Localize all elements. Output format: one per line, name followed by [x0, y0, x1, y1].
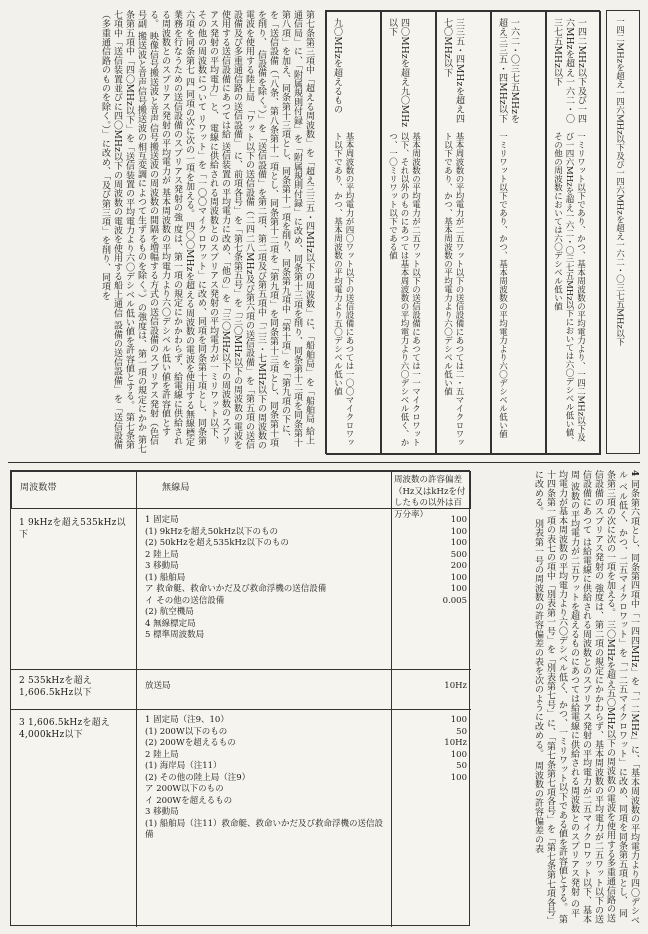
table-row [436, 11, 491, 455]
text-line: を「送信設備（「八条、第八条第十一項とし、同条第十二項を「第九項」を同条第十三項とし、同条第十項を削り、 [256, 10, 278, 448]
tolerance-cell: 200 [450, 561, 467, 571]
text-line: 設備の送信設備」を「送信設備（多重通信路のものを除く。）」に改め、「及び第三項」を削り、同項を [100, 10, 122, 450]
band-cell: 3 1,606.5kHzを超え4,000kHz以下 [19, 718, 110, 740]
tolerance-cell: 100 [450, 538, 467, 548]
tolerance-cell: 100 [450, 584, 467, 594]
list-item: (1) 海岸局（注11） [145, 761, 222, 771]
text-line: 第七条第五項中「四〇MHz以下」を「送信装置の平均電力より六〇デシベル低い値を許容値とする。 [124, 10, 146, 454]
text-line: 映像信号搬送波と音声信号搬送波の周波数の間隔を増幅する方式の送信設備のスプリアス発射（色信号副 [136, 10, 158, 446]
list-item: 3 移動局 [145, 807, 179, 817]
list-item: (2) その他の陸上局（注9） [145, 772, 251, 783]
list-item: イ 200Wを超えるもの [145, 795, 233, 806]
station-list [145, 681, 385, 693]
table-row [326, 11, 381, 455]
list-item: (2) 航空機局 [145, 607, 194, 617]
tolerance-cell: 100 [450, 772, 467, 783]
text-line: 四 同項の次に次の一項を加える。 [184, 77, 194, 219]
text-line: 信設備を除く。）」を「送信設備」を第二項、第二項及び第五項中「二三・七MHz以下の周波数の電波を使用する陸上局 [244, 10, 266, 450]
value-cell: 一ミリワット以下であり、かつ、基本周波数の平均電力より、一四二MHz以下及び一四六MHzを超え一六二・〇三七五MHz以下においては六〇デシベル低い値、その他の周波数においては六〇デシベル低い値 [552, 132, 586, 446]
tolerance-cell: 100 [450, 572, 467, 583]
tolerance-cell: 10Hz [444, 738, 467, 748]
text-line: 給上通信局」に、「附属規則付録」を「附属規則付録」に改め、同条第十三項を削り、同条第十二項を同条第十 [292, 10, 314, 448]
list-item: 3 移動局 [145, 561, 179, 571]
text-line: 基本周波数の平均電力より六〇デシベル低い値を許容値とする。 [148, 10, 170, 437]
band-cell: 2 535kHzを超え1,606.5kHz以下 [19, 676, 93, 698]
tolerance-cell: 500 [450, 549, 467, 560]
text-line: 搬送波と音声信号搬送波の相互変調によつて生ずるものを除く。）の強度は、第一項の規定にかか [136, 31, 146, 432]
text-line: 第七条第七項中「送信装置並びに四〇MHz以下の周波数の電波を使用する船上通信 [112, 10, 134, 450]
text-line: 第十四条第一項の表七の項中「別表第一号」を「別表第七号」に、「第七条第七項各号」を「第七条第七項各号」に改める。 [533, 470, 567, 926]
text-line: リワット」を「一〇〇マイクロワット」に改め、同項を同条第十項とし、同条第六項を同条第七 [184, 10, 206, 446]
tolerance-cell: 50 [456, 761, 467, 771]
text-line: 送信装置の平均電力に改め、「他の」を「三〇MHz以下の周波数のスプリアス発射の平均電力」と、 [208, 10, 230, 445]
frequency-tolerance-table [10, 470, 470, 926]
tolerance-cell: 10Hz [444, 681, 467, 691]
station-list [145, 515, 385, 642]
text-line: 強度は、第二項の規定にかかわらず、基本周波数の平均電力が二五ワット以下の送信設備にあつて [581, 470, 603, 924]
tolerance-list [399, 681, 467, 693]
text-line: 度は、第一項の規定にかかわらず、給電線に供給される周波数とのスプリアス発射の平均電力が [160, 10, 182, 446]
band-cell: 一四二MHz以下及び一四六MHzを超え一六二・〇三七五MHz以下 [552, 18, 586, 124]
section-divider [8, 462, 640, 463]
text-line: 四〇〇MHzを超える周波数の電波を使用する無線標定業務を行なうための送信設備のスプリアス発射の強 [172, 10, 194, 447]
text-line: の平均電力が基本周波数の平均電力より六〇デシベル低く、かつ、一ミリワット以下である値を許容値とする。 [557, 470, 579, 918]
band-cell: 一六二・〇三七五MHzを超え三三五・四MHz以下 [497, 18, 519, 124]
table-row [11, 509, 471, 670]
list-item: 放送局 [145, 681, 171, 691]
value-cell: 基本周波数の平均電力が四〇ワット以下の送信設備にあつては一〇〇マイクロワット以下であり、かつ、基本周波数の平均電力より五〇デシベル低い値 [332, 132, 354, 447]
top-left-text [10, 10, 315, 454]
text-line: 第八項」を加え、同条第十三項とし、同条第十一項を削り、同条第九項中「第十項」を「第九項の下に、 [280, 10, 290, 443]
text-line: 同条第六項とし、同条第四項中「一四四MHz」を「一二MHz」に、「基本周波数の平均電力より四〇デシベル [617, 470, 639, 925]
band-cell: 九〇MHzを超えるもの [332, 18, 342, 115]
band-cell: 三三五・四MHzを超え四七〇MHz以下 [442, 18, 464, 124]
tolerance-cell: 100 [450, 715, 467, 725]
list-item: (1) 9kHzを超え50kHz以下のもの [145, 526, 279, 537]
bottom-right-text [478, 470, 640, 926]
band-cell: 1 9kHzを超え535kHz以下 [19, 518, 126, 540]
list-item: イ その他の送信設備 [145, 595, 225, 606]
list-item: (2) 50kHzを超え535kHz以下のもの [145, 538, 289, 548]
text-line: 「ワット以下の送信設備（二四二八MHz及び第六項の送信設備」を「第五項の送信設備及び多重通信路の送信設備」 [232, 10, 254, 450]
list-item: (2) 200Wを超えるもの [145, 738, 236, 748]
header-band: 周波数帯 [20, 483, 57, 493]
table-row [11, 669, 471, 710]
tolerance-cell: 100 [450, 515, 467, 525]
text-line: 三〇MHzを超え五〇MHz以下の周波数の電波を使用する多重通信路の送信設備のスプリアス発射の [593, 470, 615, 923]
table-row [381, 11, 436, 455]
list-item: (1) 船舶局（注11）救命艇、救命いかだ及び救命浮機の送信設備 [145, 818, 384, 840]
text-line: ベル低く、かつ、二五マイクロワット」を「一二五マイクロワット」に改め、同項を同条第五項とし、 [617, 482, 627, 906]
text-line: は給電線に供給される周波数とのスプリアス発射の平均電力が二五マイクロワット以下、基本周 [569, 470, 591, 924]
list-item: (1) 船舶局 [145, 572, 186, 583]
tolerance-list [399, 715, 467, 784]
header-tolerance: 周波数の許容偏差（Hz又はkHzを付したもの以外は百万分率） [394, 475, 466, 520]
list-item: 1 固定局（注9、10） [145, 715, 229, 725]
text-line: 同条第三項の次に次の一項を加える。 [605, 470, 627, 918]
top-right-box [606, 10, 640, 454]
station-list [145, 715, 385, 842]
top-spurious-table [325, 10, 600, 454]
value-cell: 基本周波数の平均電力が二五ワット以下の送信設備にあつては二・五マイクロワット以下であり、かつ、基本周波数の平均電力より六〇デシベル低い値 [442, 132, 464, 447]
section-number: 4 [629, 470, 639, 477]
tolerance-list [399, 515, 467, 607]
list-item: 2 陸上局 [145, 749, 179, 760]
header-station: 無線局 [162, 483, 190, 493]
table-row [491, 11, 546, 455]
band-cell: 四〇MHzを超え九〇MHz以下 [387, 18, 409, 128]
list-item: 2 陸上局 [145, 549, 179, 560]
tolerance-cell: 50 [456, 726, 467, 737]
table-row [546, 11, 601, 455]
list-item: ア 200W以下のもの [145, 784, 224, 794]
tolerance-cell: 100 [450, 749, 467, 760]
list-item: (1) 200W以下のもの [145, 726, 228, 737]
text-line: 電線に供給される周波数とのスプリアス発射の平均電力が一ミリワット以下、その他の周波数について [196, 10, 218, 446]
list-item: 1 固定局 [145, 515, 179, 525]
tolerance-cell: 0.005 [442, 595, 467, 606]
list-item: ア 救命艇、救命いかだ及び救命浮機の送信設備 [145, 584, 327, 594]
list-item: 5 標準周波数局 [145, 630, 205, 640]
text-line: 別表第一号の周波数の許容偏差の表を次のように改める。 [533, 519, 543, 759]
tolerance-cell: 100 [450, 526, 467, 537]
right-box-text: 一四二MHzを超え一四六MHz以下及び一四六MHzを超え一六二・〇三七五MHz以下 [614, 17, 625, 346]
text-line: に、前項各号」を「第七条第五号」を「三〇MHz以下の周波数の電波を使用する送信設備にあつては給 [220, 10, 242, 450]
table-row [11, 709, 471, 927]
value-cell: 基本周波数の平均電力が二五ワット以下の送信設備にあつては一一マイクロワット以下、それ以外のものにあつては基本周波数の平均電力より六〇デシベル低く、かつ、一〇ミリワット以下である値 [387, 132, 421, 447]
text-line: 周波数の許容偏差の表 [533, 761, 543, 854]
value-cell: 一ミリワット以下であり、かつ、基本周波数の平均電力より六〇デシベル低い値 [497, 132, 508, 438]
text-line: 第七条第三項中「超える周波数」を「超え三三五・四MHz以下の周波数」に、「船舶局」を「船舶局 [304, 10, 314, 424]
list-item: 4 無線標定局 [145, 618, 196, 629]
text-line: 波数の平均電力が二五ワットを超えるものにあつては給電線に供給される周波数とのスプリアス発射 [569, 482, 579, 897]
